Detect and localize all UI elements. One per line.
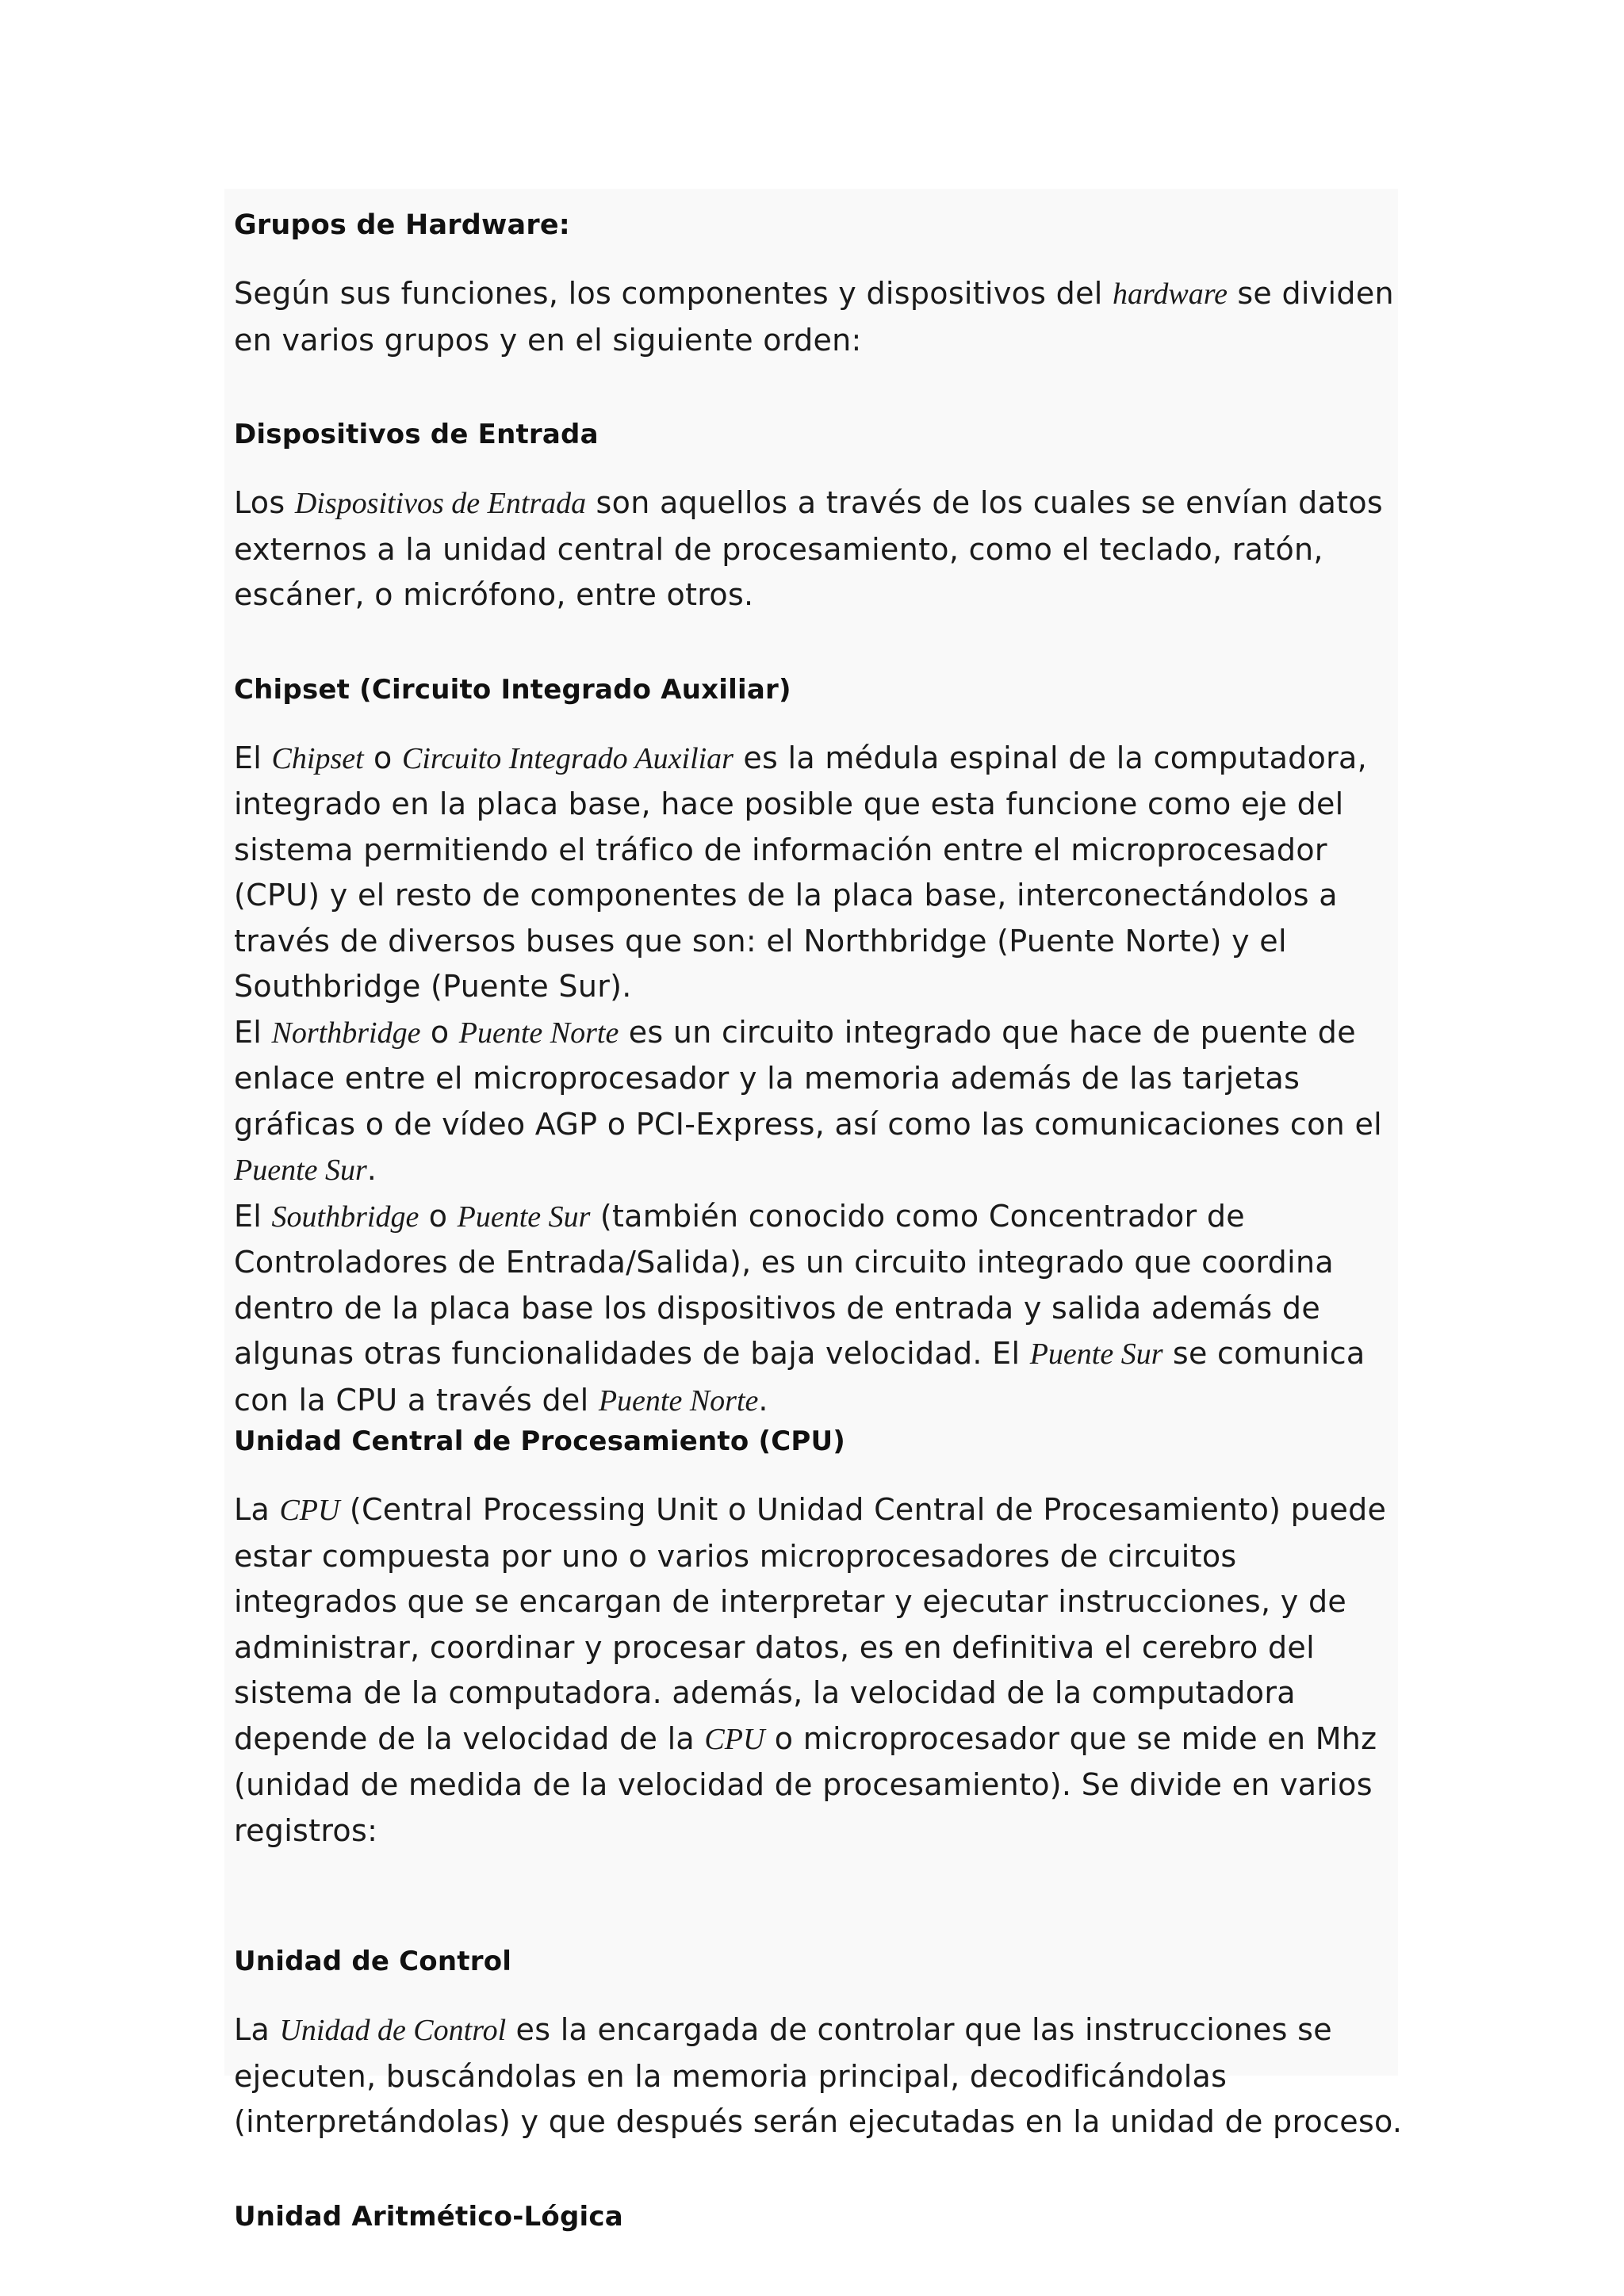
cpu-text: (Central Processing Unit o Unidad Central de Procesamiento) puede estar compuesta por uno o varios microprocesadores de circuitos integrados que se encargan de interpretar y ejecutar instrucciones, y de administrar, coordinar y procesar datos, es en definitiva el cerebro del sistema de la computadora. además, la velocidad de la computadora depende de la velocidad de la	[234, 1492, 1387, 1756]
southbridge-italic: Puente Sur	[1029, 1337, 1163, 1371]
control-text: La	[234, 2012, 280, 2047]
intro-text: Según sus funciones, los componentes y dispositivos del	[234, 276, 1113, 311]
main-heading: Grupos de Hardware:	[234, 209, 570, 241]
control-italic: Unidad de Control	[279, 2014, 507, 2047]
section-heading-chipset: Chipset (Circuito Integrado Auxiliar)	[234, 673, 791, 706]
entrada-italic: Dispositivos de Entrada	[294, 487, 587, 520]
chipset-paragraph	[234, 736, 1408, 1010]
entrada-text: Los	[234, 485, 295, 520]
section-heading-cpu: Unidad Central de Procesamiento (CPU)	[234, 1425, 846, 1457]
intro-text: se dividen en varios grupos y en el siguiente orden:	[234, 276, 1394, 358]
cpu-text: o microprocesador que se mide en Mhz (unidad de medida de la velocidad de procesamiento). Se divide en varios registros:	[234, 1720, 1377, 1848]
northbridge-text: es un circuito integrado que hace de puente de enlace entre el microprocesador y la memoria además de las tarjetas gráficas o de vídeo AGP o PCI-Express, así como las comunicaciones con el	[234, 1014, 1382, 1142]
chipset-text: o	[363, 740, 402, 775]
southbridge-italic: Puente Sur	[457, 1200, 591, 1234]
cpu-italic: CPU	[704, 1722, 765, 1756]
section-heading-alu: Unidad Aritmético-Lógica	[234, 2200, 623, 2233]
entrada-text: son aquellos a través de los cuales se envían datos externos a la unidad central de procesamiento, como el teclado, ratón, escáner, o micrófono, entre otros.	[234, 485, 1383, 612]
southbridge-text: se comunica con la CPU a través del	[234, 1336, 1365, 1418]
cpu-italic: CPU	[279, 1494, 340, 1527]
northbridge-text: .	[366, 1152, 377, 1187]
cpu-text: La	[234, 1492, 280, 1527]
northbridge-italic: Puente Sur	[234, 1154, 367, 1187]
section-heading-entrada: Dispositivos de Entrada	[234, 419, 599, 450]
chipset-italic: Circuito Integrado Auxiliar	[401, 741, 733, 775]
control-paragraph	[234, 2007, 1408, 2145]
northbridge-paragraph	[234, 1010, 1408, 1194]
southbridge-text: o	[419, 1198, 458, 1234]
intro-paragraph	[234, 271, 1408, 363]
northbridge-italic: Puente Norte	[458, 1016, 619, 1050]
control-text: es la encargada de controlar que las instrucciones se ejecuten, buscándolas en la memoria principal, decodificándolas (interpretándolas) y que después serán ejecutadas en la unidad de proceso.	[234, 2012, 1403, 2139]
southbridge-text: .	[758, 1382, 768, 1418]
northbridge-text: El	[234, 1014, 272, 1050]
entrada-paragraph	[234, 480, 1408, 618]
chipset-text: El	[234, 740, 272, 775]
northbridge-italic: Northbridge	[271, 1016, 421, 1050]
chipset-italic: Chipset	[271, 741, 364, 775]
document-body	[234, 208, 1408, 2263]
southbridge-paragraph	[234, 1194, 1408, 1425]
intro-italic: hardware	[1112, 277, 1228, 311]
southbridge-italic: Southbridge	[271, 1200, 419, 1234]
section-heading-control: Unidad de Control	[234, 1946, 512, 1977]
cpu-paragraph	[234, 1487, 1408, 1854]
chipset-text: es la médula espinal de la computadora, integrado en la placa base, hace posible que esta funcione como eje del sistema permitiendo el tráfico de información entre el microprocesador (CPU) y el resto de componentes de la placa base, interconectándolos a través de diversos buses que son: el Northbridge (Puente Norte) y el Southbridge (Puente Sur).	[234, 740, 1368, 1004]
southbridge-italic: Puente Norte	[598, 1383, 759, 1418]
southbridge-text: El	[234, 1198, 272, 1234]
southbridge-text: (también conocido como Concentrador de Controladores de Entrada/Salida), es un circuito integrado que coordina dentro de la placa base los dispositivos de entrada y salida además de algunas otras funcionalidades de baja velocidad. El	[234, 1198, 1334, 1371]
northbridge-text: o	[420, 1014, 459, 1050]
